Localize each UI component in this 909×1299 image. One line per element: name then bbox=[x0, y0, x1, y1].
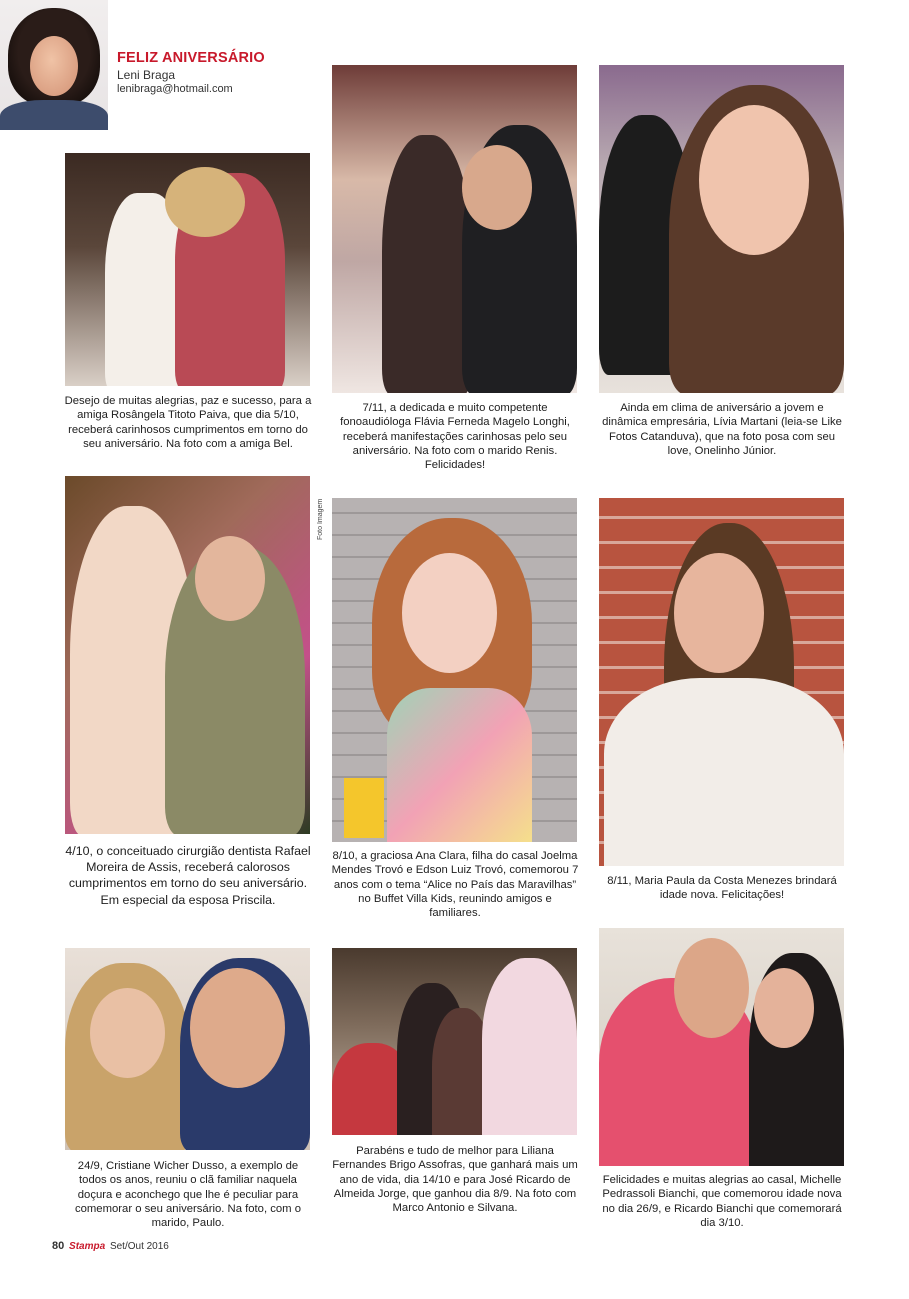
photo-face-right bbox=[195, 536, 265, 621]
photo-person-left bbox=[382, 135, 472, 393]
photo-rosangela-and-bel bbox=[65, 153, 310, 386]
columnist-photo bbox=[0, 0, 108, 130]
photo-chair bbox=[344, 778, 384, 838]
photo-flavia-and-renis bbox=[332, 65, 577, 393]
photo-livia-and-onelinho bbox=[599, 65, 844, 393]
photo-ana-clara bbox=[332, 498, 577, 842]
photo-cristiane-and-paulo bbox=[65, 948, 310, 1150]
caption-rafael: 4/10, o conceituado cirurgião dentista Rafael Moreira de Assis, receberá calorosos cumprimentos em torno do seu aniversário. Em especial da esposa Priscila. bbox=[65, 844, 311, 907]
magazine-name: Stampa bbox=[69, 1241, 106, 1252]
photo-credit: Foto Imagem bbox=[317, 498, 324, 540]
photo-face-right bbox=[190, 968, 285, 1088]
caption-michelle: Felicidades e muitas alegrias ao casal, Michelle Pedrassoli Bianchi, que comemorou idade nova no dia 26/9, e Ricardo Bianchi que comemorará dia 3/10. bbox=[602, 1174, 842, 1229]
page-number: 80 bbox=[52, 1240, 65, 1252]
photo-face-right bbox=[754, 968, 814, 1048]
photo-face bbox=[674, 553, 764, 673]
photo-face-left bbox=[674, 938, 749, 1038]
photo-face-left bbox=[90, 988, 165, 1078]
caption-flavia: 7/11, a dedicada e muito competente fonoaudióloga Flávia Ferneda Magelo Longhi, receberá manifestações carinhosas pelo seu aniversário. Na foto com o marido Renis. Felicidades! bbox=[340, 402, 570, 472]
caption-maria-paula: 8/11, Maria Paula da Costa Menezes brindará idade nova. Felicitações! bbox=[607, 875, 837, 902]
caption-rosangela: Desejo de muitas alegrias, paz e sucesso, para a amiga Rosângela Titoto Paiva, que dia 5/10, receberá carinhosos cumprimentos em torno do seu aniversário. Na foto com a amiga Bel. bbox=[64, 395, 312, 450]
photo-hair bbox=[165, 167, 245, 237]
caption-livia: Ainda em clima de aniversário a jovem e dinâmica empresária, Lívia Martani (leia-se Like Fotos Catanduva), que na foto posa com seu love, Onelinho Júnior. bbox=[602, 402, 842, 457]
author-name: Leni Braga bbox=[117, 68, 176, 82]
photo-dress bbox=[387, 688, 532, 842]
caption-ana-clara: 8/10, a graciosa Ana Clara, filha do casal Joelma Mendes Trovó e Edson Luiz Trovó, comemorou 7 anos com o tema “Alice no País das Maravilhas” no Buffet Villa Kids, reunindo amigos e familiares. bbox=[331, 850, 579, 920]
caption-liliana: Parabéns e tudo de melhor para Liliana Fernandes Brigo Assofras, que ganhará mais um ano de vida, dia 14/10 e para José Ricardo de Almeida Jorge, que ganhou dia 8/9. Na foto com Marco Antonio e Silvana. bbox=[332, 1145, 578, 1215]
photo-maria-paula bbox=[599, 498, 844, 866]
photo-person-4 bbox=[482, 958, 577, 1135]
photo-face bbox=[402, 553, 497, 673]
photo-rafael-and-priscila bbox=[65, 476, 310, 834]
photo-liliana-and-jose-ricardo bbox=[332, 948, 577, 1135]
photo-blouse bbox=[604, 678, 844, 866]
photo-michelle-and-ricardo bbox=[599, 928, 844, 1166]
columnist-face bbox=[30, 36, 78, 96]
feature-title: FELIZ ANIVERSÁRIO bbox=[117, 50, 265, 66]
caption-cristiane: 24/9, Cristiane Wicher Dusso, a exemplo de todos os anos, reuniu o clã familiar naquela doçura e aconchego que lhe é peculiar para comemorar o seu aniversário. Na foto, com o marido, Paulo. bbox=[74, 1160, 302, 1230]
page-footer bbox=[52, 1240, 169, 1252]
photo-face-right bbox=[699, 105, 809, 255]
columnist-shoulders bbox=[0, 100, 108, 130]
issue-date: Set/Out 2016 bbox=[109, 1241, 169, 1252]
photo-face-right bbox=[462, 145, 532, 230]
author-email: lenibraga@hotmail.com bbox=[117, 83, 233, 95]
